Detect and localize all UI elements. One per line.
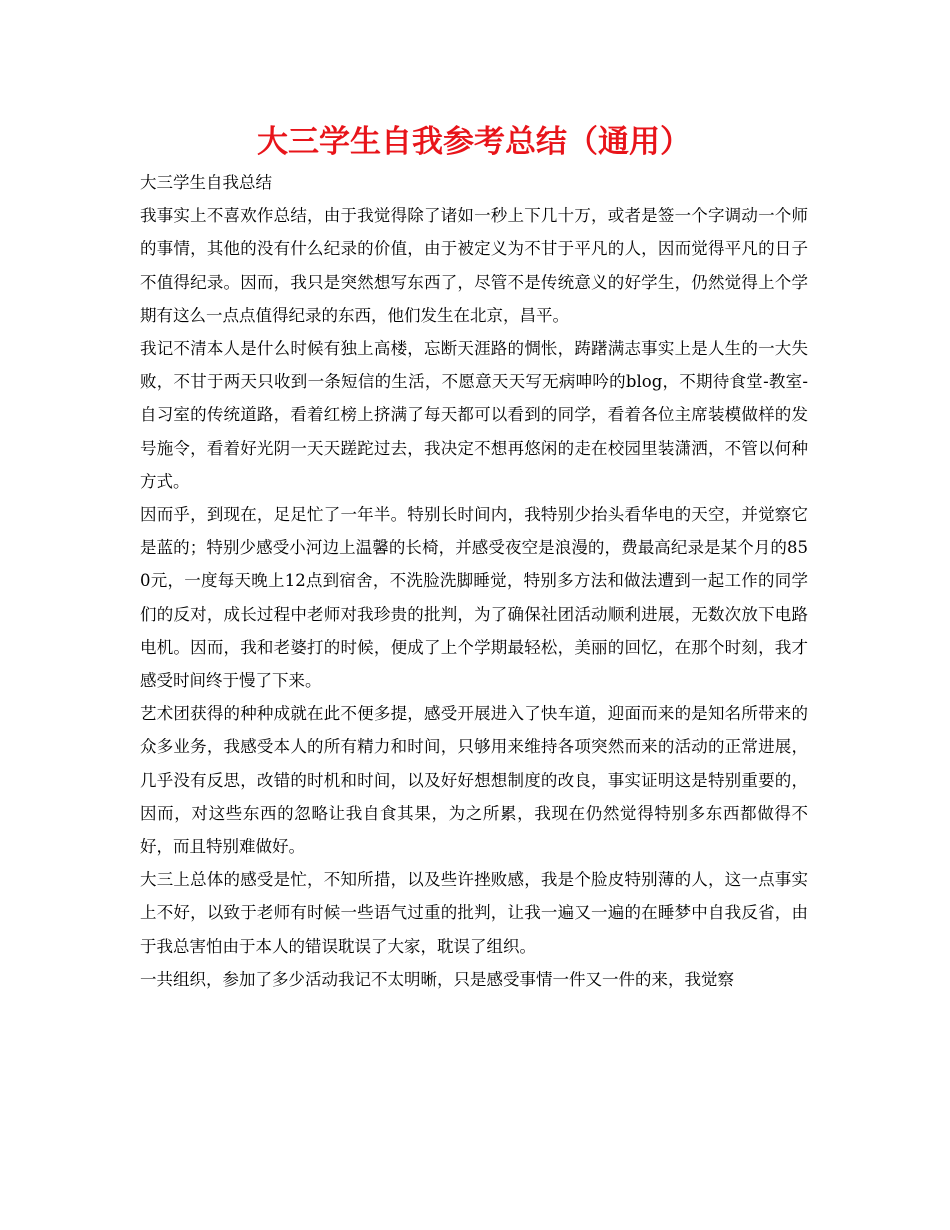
paragraph: 因而乎，到现在，足足忙了一年半。特别长时间内，我特别少抬头看华电的天空，并觉察它是蓝的；特别少感受小河边上温馨的长椅，并感受夜空是浪漫的，费最高纪录是某个月的850元，一度每天晚上12点到宿舍，不洗脸洗脚睡觉，特别多方法和做法遭到一起工作的同学们的反对，成长过程中老师对我珍贵的批判，为了确保社团活动顺利进展，无数次放下电路电机。因而，我和老婆打的时候，便成了上个学期最轻松，美丽的回忆，在那个时刻，我才感受时间终于慢了下来。 <box>140 505 808 691</box>
paragraph: 大三上总体的感受是忙，不知所措，以及些许挫败感，我是个脸皮特别薄的人，这一点事实上不好，以致于老师有时候一些语气过重的批判，让我一遍又一遍的在睡梦中自我反省，由于我总害怕由于本人的错误耽误了大家，耽误了组织。 <box>140 870 808 956</box>
document-subtitle: 大三学生自我总结 <box>140 173 272 192</box>
paragraph: 我事实上不喜欢作总结，由于我觉得除了诸如一秒上下几十万，或者是签一个字调动一个师的事情，其他的没有什么纪录的价值，由于被定义为不甘于平凡的人，因而觉得平凡的日子不值得纪录。因而，我只是突然想写东西了，尽管不是传统意义的好学生，仍然觉得上个学期有这么一点点值得纪录的东西，他们发生在北京，昌平。 <box>140 206 808 325</box>
paragraph: 一共组织，参加了多少活动我记不太明晰，只是感受事情一件又一件的来，我觉察 <box>140 969 734 989</box>
paragraph: 我记不清本人是什么时候有独上高楼，忘断天涯路的惆怅，踌躇满志事实上是人生的一大失败，不甘于两天只收到一条短信的生活，不愿意天天写无病呻吟的blog，不期待食堂-教室-自习室的传统道路，看着红榜上挤满了每天都可以看到的同学，看着各位主席装模做样的发号施令，看着好光阴一天天蹉跎过去，我决定不想再悠闲的走在校园里装潇洒，不管以何种方式。 <box>140 339 808 491</box>
paragraph: 艺术团获得的种种成就在此不便多提，感受开展进入了快车道，迎面而来的是知名所带来的众多业务，我感受本人的所有精力和时间，只够用来维持各项突然而来的活动的正常进展，几乎没有反思，改错的时机和时间，以及好好想想制度的改良，事实证明这是特别重要的，因而，对这些东西的忽略让我自食其果，为之所累，我现在仍然觉得特别多东西都做得不好，而且特别难做好。 <box>140 704 808 857</box>
document-body <box>140 166 808 996</box>
document-title: 大三学生自我参考总结（通用） <box>257 124 691 160</box>
